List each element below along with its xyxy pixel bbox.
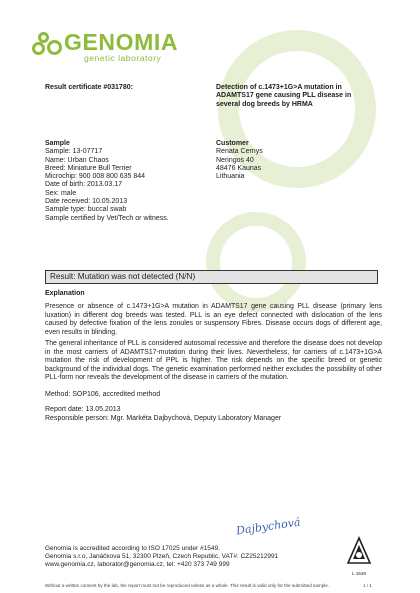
explanation-heading: Explanation (45, 290, 85, 297)
explanation-paragraph-2: The general inheritance of PLL is considered autosomal recessive and therefore the disease does not develop in the most carriers of ADAMTS17-mutation during their lives. Nevertheless, for carriers of c.1473+1G>A mutation the risk of development of PPL is higher. The risk depends on the specific breed or genetic background of the individual dogs. The genetic examination performed neither excludes the possibility of other PLL-form nor reveals the development of the disease in carriers of the mutation. (45, 340, 382, 382)
customer-line: 48476 Kaunas (216, 164, 262, 172)
sample-line: Sample: 13-07717 (45, 148, 103, 156)
logo-circle-2 (38, 32, 49, 43)
accreditation-number: L 1549 (352, 571, 366, 576)
responsible-person: Responsible person: Mgr. Markéta Dajbychová, Deputy Laboratory Manager (45, 415, 282, 422)
sample-line: Name: Urban Chaos (45, 156, 109, 164)
footer-contact: www.genomia.cz, laborator@genomia.cz, tel: +420 373 749 999 (45, 561, 230, 568)
decorative-ring-small (206, 212, 306, 312)
method-text: Method: SOP106, accredited method (45, 391, 161, 398)
result-text: Result: Mutation was not detected (N/N) (50, 272, 196, 281)
logo-name: GENOMIA (64, 29, 179, 55)
customer-line: Neringos 40 (216, 156, 254, 164)
certificate-title: Detection of c.1473+1G>A mutation in ADAMTS17 gene causing PLL disease in several dog breeds by HRMA (216, 84, 352, 108)
accreditation-triangle-icon (346, 536, 372, 566)
report-date: Report date: 13.05.2013 (45, 406, 121, 413)
certificate-number: Result certificate #031780: (45, 84, 133, 91)
customer-line: Renata Cernys (216, 148, 263, 156)
result-box (45, 270, 378, 284)
accreditation-mark (346, 536, 372, 576)
sample-line: Sample certified by Vet/Tech or witness. (45, 214, 169, 222)
customer-heading: Customer (216, 140, 249, 147)
customer-block (216, 140, 263, 181)
customer-line: Lithuania (216, 173, 245, 181)
sample-line: Date received: 10.05.2013 (45, 198, 128, 206)
logo-subtitle: genetic laboratory (84, 53, 162, 63)
page-number: 1 / 1 (363, 583, 372, 588)
logo-circle-1 (32, 42, 45, 55)
sample-line: Breed: Miniature Bull Terrier (45, 164, 132, 172)
sample-block (45, 140, 169, 223)
explanation-paragraph-1: Presence or absence of c.1473+1G>A mutation in ADAMTS17 gene causing PLL disease (primary lens luxation) in different dog breeds was tested. PLL is an eye defect connected with dislocation of the lens caused by defective fixation of the lens zonules or suspensory Fibres. Disease occurs dogs of different age, even results in blinding. (45, 303, 382, 336)
sample-line: Date of birth: 2013.03.17 (45, 181, 123, 189)
footer-address: Genomia s.r.o, Janáčkova 51, 32300 Plzeň, Czech Republic, VAT#: CZ25212991 (45, 553, 279, 560)
footer-accreditation: Genomia is accredited according to ISO 17025 under #1549. (45, 545, 220, 552)
logo-circle-3 (47, 40, 62, 55)
sample-line: Sample type: buccal swab (45, 206, 127, 214)
sample-heading: Sample (45, 140, 70, 147)
signature: Dajbychová (235, 515, 302, 538)
sample-line: Sex: male (45, 189, 77, 197)
disclaimer: Without a written consent by the lab, the report must not be reproduced unless as a whole. This result is valid only for the submitted sample. (45, 583, 330, 588)
sample-line: Microchip: 900 008 800 635 844 (45, 173, 146, 181)
footer-block (45, 545, 278, 569)
